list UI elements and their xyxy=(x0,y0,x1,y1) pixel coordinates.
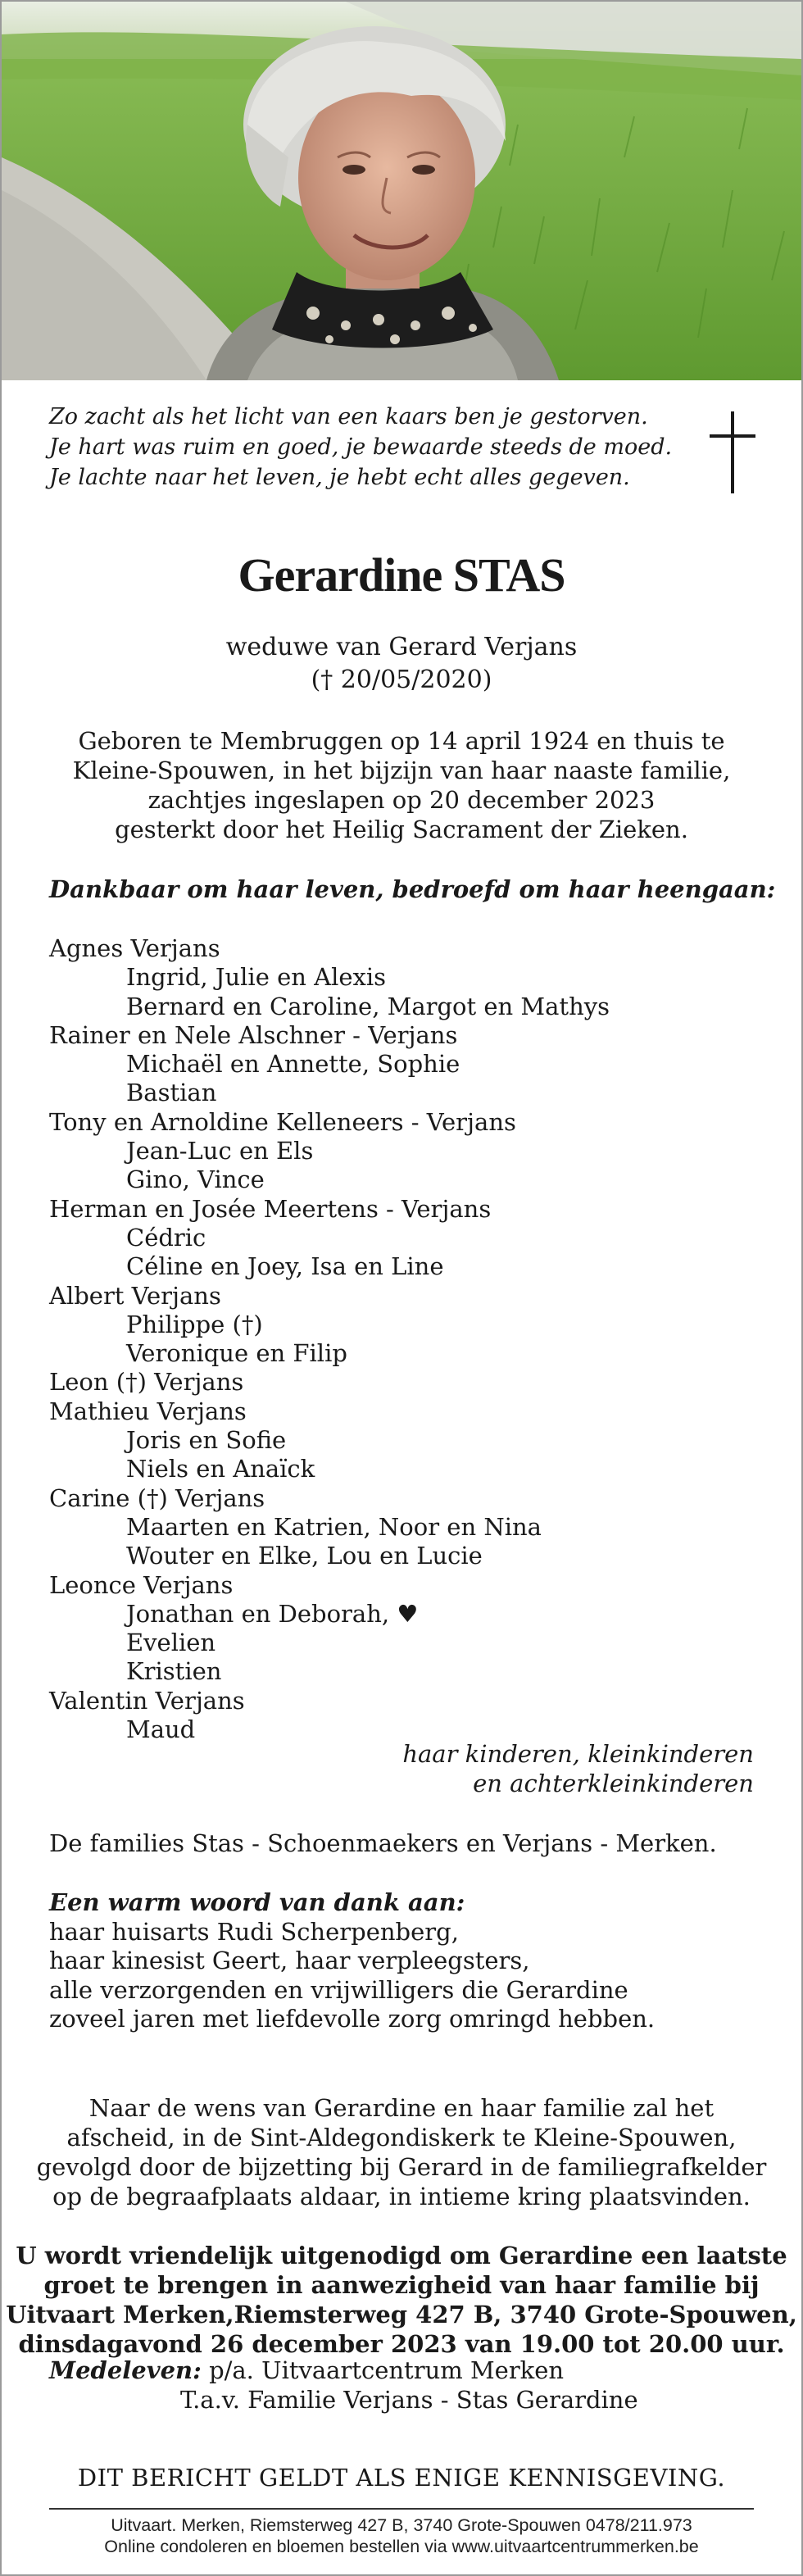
family-descendant: Bastian xyxy=(126,1079,217,1107)
warm-thanks-line: zoveel jaren met liefdevolle zorg omringd hebben. xyxy=(49,2005,656,2033)
family-list xyxy=(49,934,754,1744)
signoff-line: haar kinderen, kleinkinderen xyxy=(402,1740,754,1768)
family-descendant: Jonathan en Deborah, ♥ xyxy=(126,1599,419,1628)
family-descendant: Philippe (†) xyxy=(126,1310,263,1338)
family-descendant: Maarten en Katrien, Noor en Nina xyxy=(126,1512,542,1541)
widow-of-block xyxy=(2,631,801,697)
family-member: Leon (†) Verjans xyxy=(49,1368,244,1397)
birth-line: Geboren te Membruggen op 14 april 1924 en thuis te xyxy=(78,727,725,755)
family-descendant: Joris en Sofie xyxy=(126,1426,287,1455)
invite-line: Uitvaart Merken,Riemsterweg 427 B, 3740 Grote-Spouwen, xyxy=(6,2301,797,2328)
wish-line: op de begraafplaats aldaar, in intieme kring plaatsvinden. xyxy=(52,2183,751,2210)
birth-death-paragraph xyxy=(2,726,801,844)
families-line: De families Stas - Schoenmaekers en Verjans - Merken. xyxy=(49,1829,717,1857)
widow-of: weduwe van Gerard Verjans xyxy=(225,633,578,661)
family-descendant: Bernard en Caroline, Margot en Mathys xyxy=(126,992,610,1020)
medeleven-label: Medeleven: xyxy=(49,2356,202,2384)
wish-line: gevolgd door de bijzetting bij Gerard in de familiegrafkelder xyxy=(36,2153,767,2181)
poem-line: Je hart was ruim en goed, je bewaarde steeds de moed. xyxy=(49,434,673,460)
warm-thanks-block xyxy=(49,1888,655,2034)
family-descendant: Gino, Vince xyxy=(126,1165,265,1194)
signoff xyxy=(402,1739,754,1798)
poem xyxy=(49,402,672,493)
family-member: Leonce Verjans xyxy=(49,1570,234,1599)
notice: DIT BERICHT GELDT ALS ENIGE KENNISGEVING. xyxy=(77,2464,726,2492)
wish-line: afscheid, in de Sint-Aldegondiskerk te Kleine-Spouwen, xyxy=(66,2124,737,2151)
footer-online: Online condoleren en bloemen bestellen via www.uitvaartcentrummerken.be xyxy=(104,2537,699,2556)
warm-thanks-line: haar huisarts Rudi Scherpenberg, xyxy=(49,1917,459,1946)
family-member: Rainer en Nele Alschner - Verjans xyxy=(49,1020,458,1049)
invite-line: U wordt vriendelijk uitgenodigd om Gerardine een laatste xyxy=(16,2242,787,2269)
family-member: Agnes Verjans xyxy=(49,934,220,962)
family-member: Herman en Josée Meertens - Verjans xyxy=(49,1194,492,1223)
footer xyxy=(2,2515,801,2557)
family-descendant: Cédric xyxy=(126,1223,206,1252)
family-descendant: Wouter en Elke, Lou en Lucie xyxy=(126,1542,483,1570)
birth-line: zachtjes ingeslapen op 20 december 2023 xyxy=(147,786,656,814)
family-descendant: Evelien xyxy=(126,1629,216,1657)
family-descendant: Jean-Luc en Els xyxy=(126,1137,314,1165)
birth-line: gesterkt door het Heilig Sacrament der Zieken. xyxy=(115,816,688,843)
poem-line: Je lachte naar het leven, je hebt echt alles gegeven. xyxy=(49,465,630,490)
thanks-heading: Dankbaar om haar leven, bedroefd om haar heengaan: xyxy=(49,875,776,903)
family-descendant: Michaël en Annette, Sophie xyxy=(126,1050,460,1079)
family-descendant: Veronique en Filip xyxy=(126,1339,347,1368)
invite-line: dinsdagavond 26 december 2023 van 19.00 tot 20.00 uur. xyxy=(18,2330,785,2358)
family-member: Tony en Arnoldine Kelleneers - Verjans xyxy=(49,1107,516,1136)
medeleven-line: T.a.v. Familie Verjans - Stas Gerardine xyxy=(180,2386,638,2414)
family-member: Valentin Verjans xyxy=(49,1686,245,1715)
family-descendant: Kristien xyxy=(126,1657,222,1686)
portrait-photo xyxy=(2,2,801,380)
family-descendant: Céline en Joey, Isa en Line xyxy=(126,1252,444,1281)
latin-cross-icon xyxy=(708,411,757,493)
signoff-line: en achterkleinkinderen xyxy=(473,1770,754,1797)
family-descendant: Ingrid, Julie en Alexis xyxy=(126,963,387,992)
family-member: Mathieu Verjans xyxy=(49,1397,247,1425)
deceased-name: Gerardine STAS xyxy=(238,548,565,602)
family-descendant: Niels en Anaïck xyxy=(126,1455,315,1483)
portrait-illustration xyxy=(2,2,801,380)
birth-line: Kleine-Spouwen, in het bijzijn van haar naaste familie, xyxy=(72,756,731,784)
family-descendant: Maud xyxy=(126,1715,196,1744)
invite-line: groet te brengen in aanwezigheid van haar familie bij xyxy=(43,2271,760,2299)
widow-date: († 20/05/2020) xyxy=(311,666,492,694)
warm-thanks-line: alle verzorgenden en vrijwilligers die Gerardine xyxy=(49,1975,628,2004)
invitation-paragraph xyxy=(2,2241,801,2359)
footer-address: Uitvaart. Merken, Riemsterweg 427 B, 3740 Grote-Spouwen 0478/211.973 xyxy=(111,2515,692,2535)
warm-thanks-line: haar kinesist Geert, haar verpleegsters, xyxy=(49,1947,530,1974)
family-member: Albert Verjans xyxy=(49,1281,221,1310)
poem-line: Zo zacht als het licht van een kaars ben je gestorven. xyxy=(49,404,648,429)
funeral-wish-paragraph xyxy=(2,2093,801,2211)
condolence-address xyxy=(49,2356,638,2415)
family-member: Carine (†) Verjans xyxy=(49,1483,265,1512)
wish-line: Naar de wens van Gerardine en haar familie zal het xyxy=(88,2094,715,2122)
footer-divider xyxy=(49,2508,754,2510)
warm-thanks-heading: Een warm woord van dank aan: xyxy=(49,1888,465,1916)
medeleven-line: p/a. Uitvaartcentrum Merken xyxy=(209,2356,565,2384)
